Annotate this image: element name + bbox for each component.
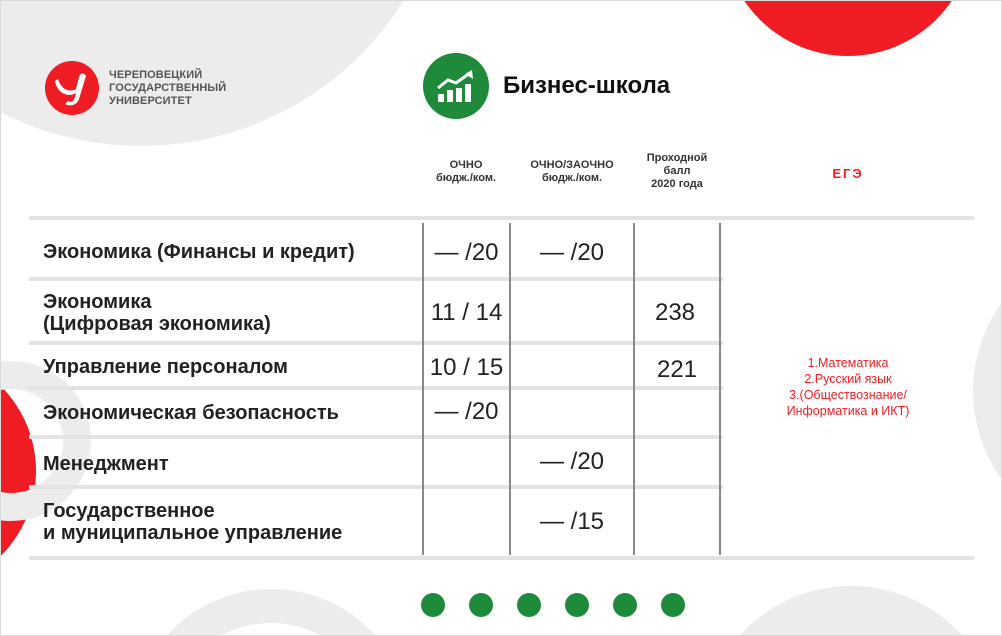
part-time-places: — /15 — [539, 508, 605, 535]
university-name-line-1: ЧЕРЕПОВЕЦКИЙ — [109, 68, 203, 81]
part-time-places: — /20 — [539, 448, 605, 475]
row-divider — [29, 386, 723, 390]
program-name-line-1: Экономика — [43, 291, 152, 313]
program-name: Экономика (Финансы и кредит) — [43, 241, 355, 263]
column-header-full-time-line-2: бюдж./ком. — [435, 172, 497, 184]
passing-score: 238 — [654, 299, 696, 326]
university-name — [109, 69, 226, 108]
university-name-line-3: УНИВЕРСИТЕТ — [109, 94, 192, 107]
pagination-dot[interactable] — [469, 593, 493, 617]
column-header-part-time-line-2: бюдж./ком. — [541, 172, 603, 184]
program-name-line-2: (Цифровая экономика) — [43, 313, 271, 335]
column-header-part-time — [511, 159, 633, 185]
program-name: Экономическая безопасность — [43, 402, 339, 424]
full-time-places: — /20 — [434, 398, 499, 425]
row-divider — [29, 485, 723, 489]
university-name-line-2: ГОСУДАРСТВЕННЫЙ — [109, 81, 227, 94]
column-divider — [633, 223, 635, 555]
pagination-dot[interactable] — [661, 593, 685, 617]
page-title: Бизнес-школа — [503, 72, 671, 99]
column-header-part-time-line-1: ОЧНО/ЗАОЧНО — [530, 159, 614, 171]
page-header — [423, 53, 670, 119]
column-header-ege: ЕГЭ — [832, 166, 864, 181]
ege-subject: 3.(Обществознание/ — [789, 388, 907, 402]
program-name: Управление персоналом — [43, 356, 288, 378]
program-name: Менеджмент — [43, 453, 169, 475]
row-divider — [29, 341, 723, 345]
table-bottom-divider — [29, 556, 974, 560]
column-header-full-time-line-1: ОЧНО — [449, 159, 483, 171]
column-divider — [719, 223, 721, 555]
pagination-dot[interactable] — [565, 593, 589, 617]
program-name-line-1: Государственное — [43, 500, 215, 522]
decor-gray-circle-bottom-right — [701, 586, 1001, 636]
program-name — [43, 291, 271, 335]
pagination-dot[interactable] — [517, 593, 541, 617]
decor-gray-ring-right — [973, 241, 1002, 541]
column-header-full-time — [423, 159, 509, 185]
column-divider — [509, 223, 511, 555]
pagination-dot[interactable] — [613, 593, 637, 617]
column-header-passing-score-line-2: балл — [663, 165, 691, 177]
ege-subjects-list — [723, 355, 973, 419]
ege-subject: 2.Русский язык — [804, 372, 892, 386]
program-name-line-2: и муниципальное управление — [43, 522, 343, 544]
decor-gray-ring-left — [0, 361, 91, 521]
full-time-places: — /20 — [434, 239, 499, 266]
decor-gray-ring-bottom-left — [131, 589, 411, 636]
column-header-passing-score-line-1: Проходной — [646, 152, 708, 164]
decor-red-circle-top-right — [723, 0, 973, 56]
column-divider — [422, 223, 424, 555]
university-logo-icon — [43, 59, 101, 117]
full-time-places: 10 / 15 — [429, 354, 504, 381]
growth-chart-icon — [423, 53, 489, 119]
university-logo — [43, 59, 226, 117]
row-divider — [29, 435, 723, 439]
ege-subject: Информатика и ИКТ) — [786, 404, 910, 418]
passing-score: 221 — [656, 356, 698, 383]
part-time-places: — /20 — [539, 239, 605, 266]
pagination-dot[interactable] — [421, 593, 445, 617]
row-divider — [29, 277, 723, 281]
ege-subject: 1.Математика — [807, 356, 889, 370]
full-time-places: 11 / 14 — [430, 299, 503, 326]
pagination-dots — [421, 593, 709, 617]
column-header-passing-score — [633, 152, 721, 191]
table-top-divider — [29, 216, 974, 220]
column-header-passing-score-line-3: 2020 года — [651, 178, 703, 190]
program-name — [43, 500, 342, 544]
